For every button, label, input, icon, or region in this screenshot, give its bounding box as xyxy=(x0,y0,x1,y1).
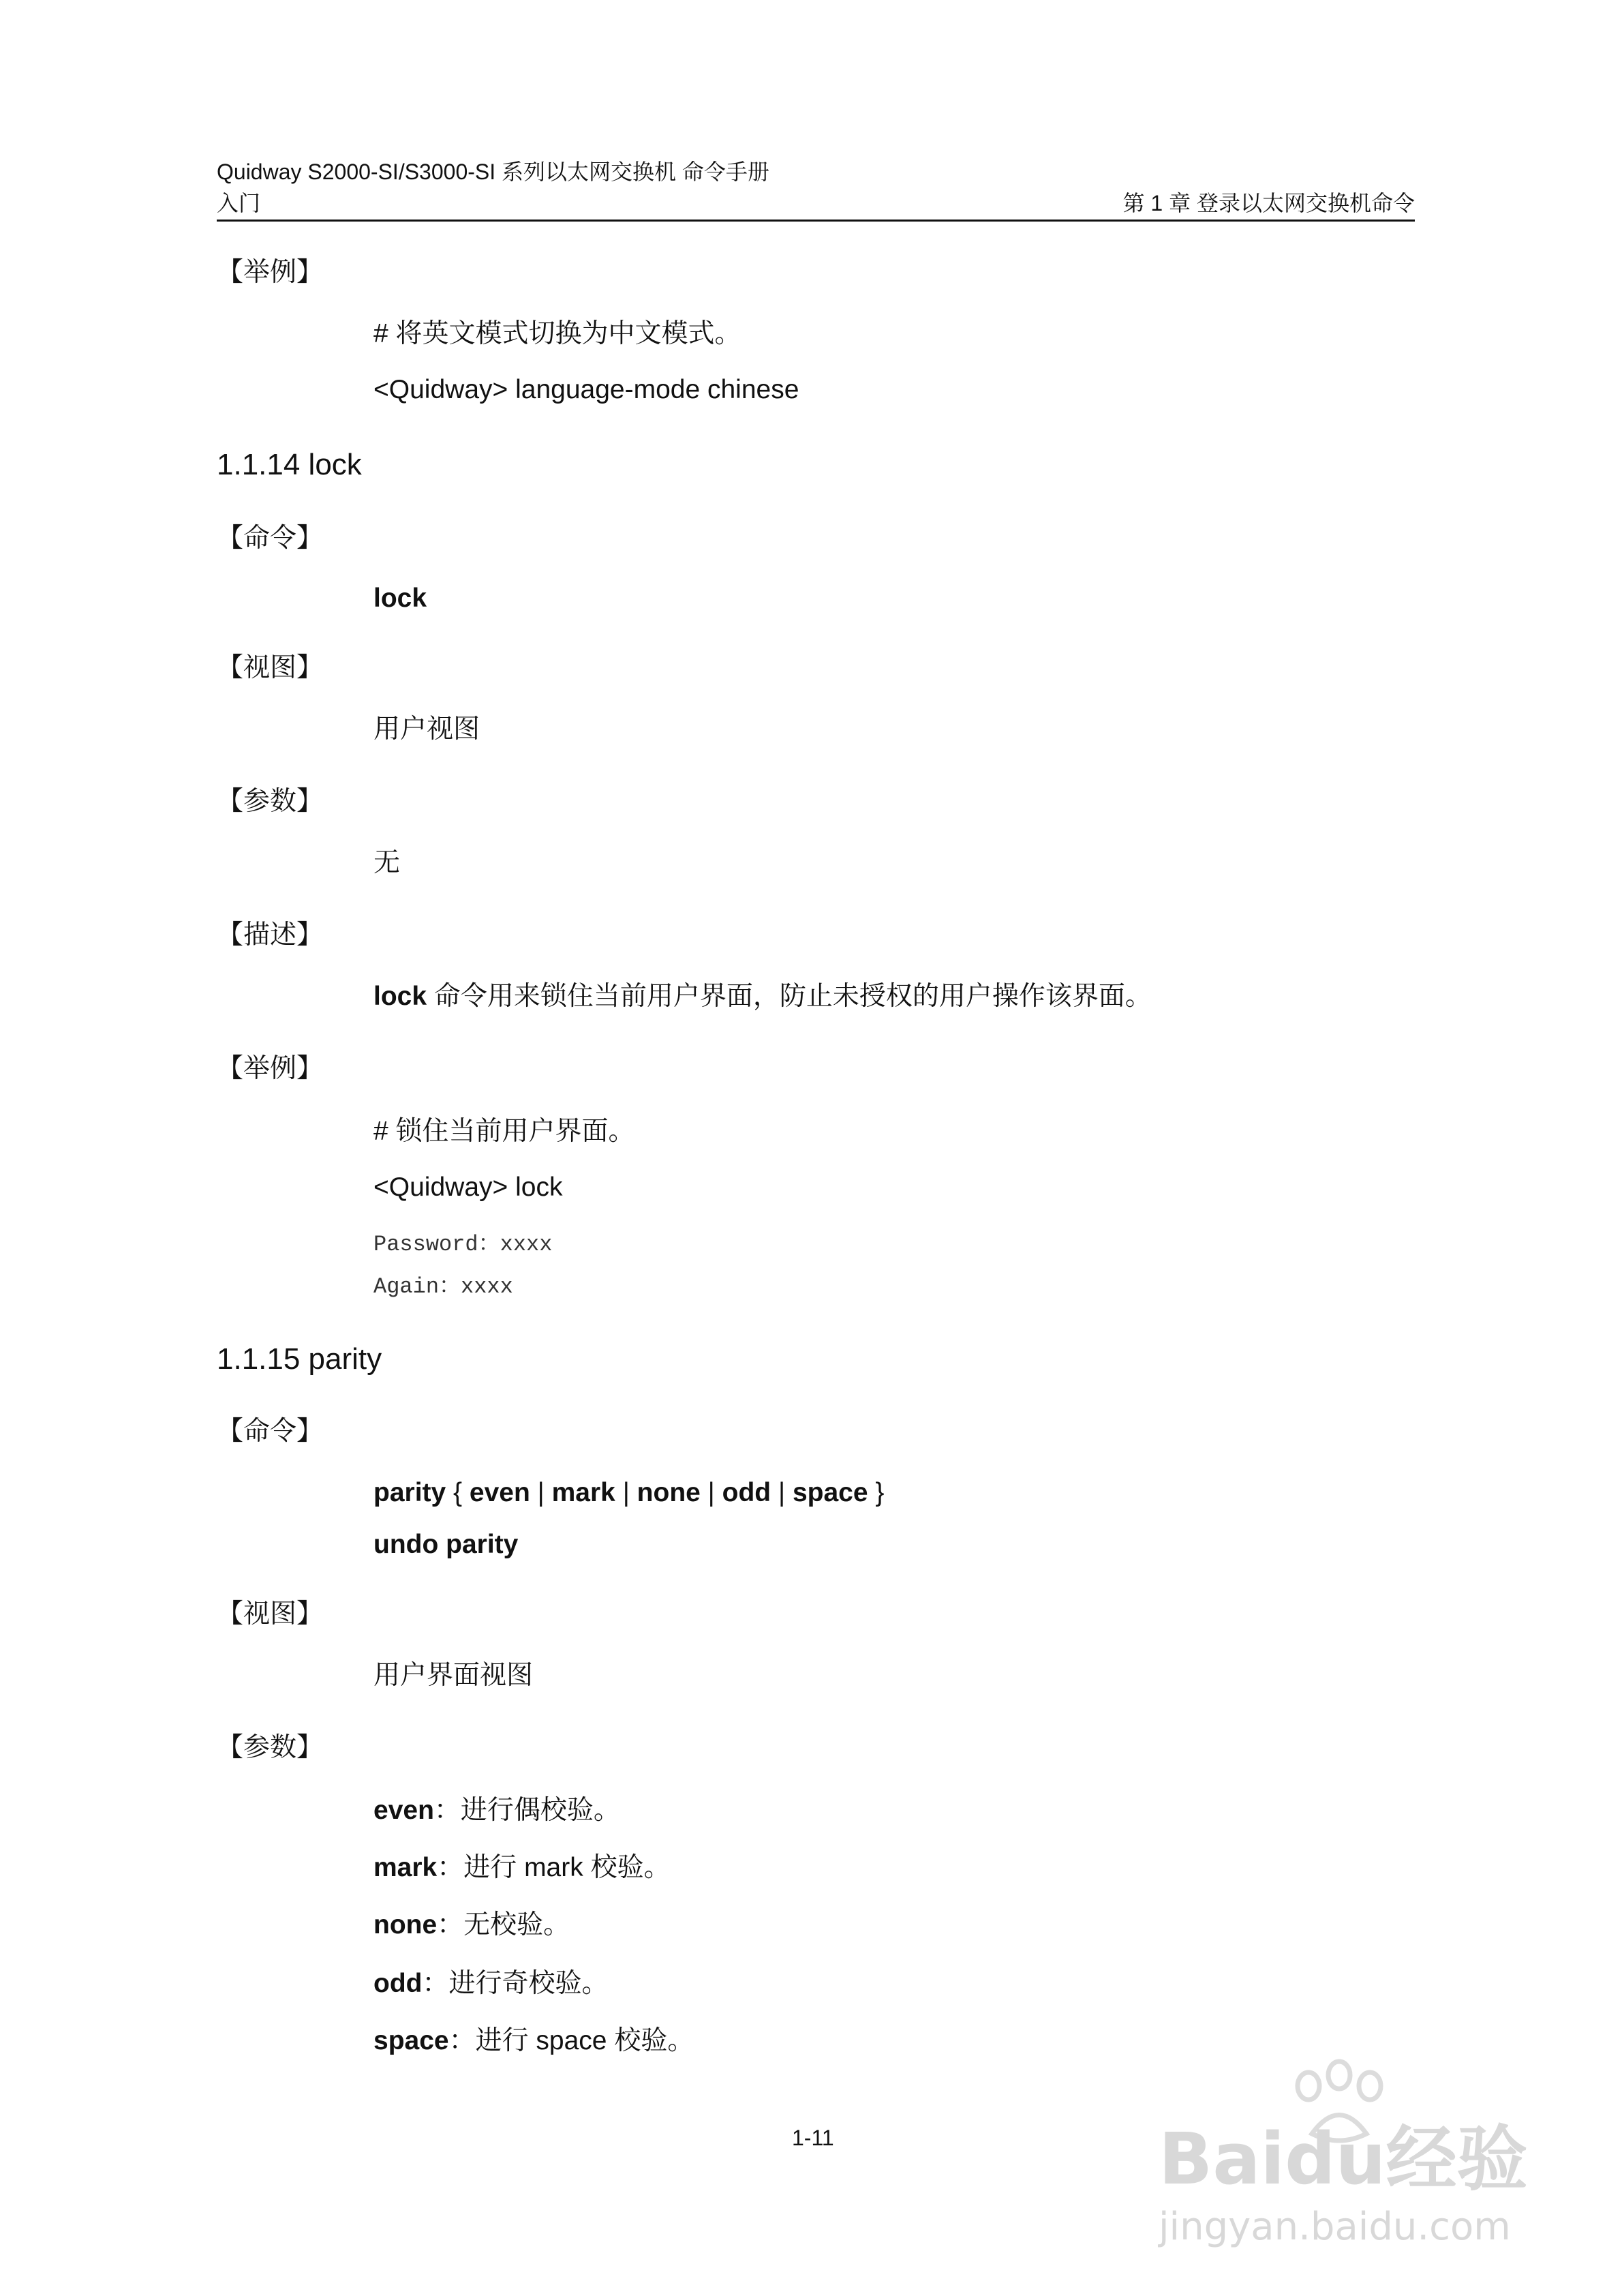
param-space: space：进行 space 校验。 xyxy=(373,2026,694,2055)
parity-view: 用户界面视图 xyxy=(373,1661,534,1690)
header-subtitle: 入门 xyxy=(217,191,261,215)
label-example: 【举例】 xyxy=(217,1054,324,1083)
parity-command-syntax: parity { even | mark | none | odd | space } xyxy=(373,1478,885,1507)
label-command: 【命令】 xyxy=(217,524,324,553)
section-heading-parity: 1.1.15 parity xyxy=(217,1342,382,1376)
param-mark: mark：进行 mark 校验。 xyxy=(373,1853,671,1882)
lock-view: 用户视图 xyxy=(373,714,480,744)
header-chapter: 第 1 章 登录以太网交换机命令 xyxy=(1122,191,1415,215)
param-odd: odd：进行奇校验。 xyxy=(373,1969,609,1998)
label-params: 【参数】 xyxy=(217,787,324,816)
parity-undo-command: undo parity xyxy=(373,1530,519,1559)
lock-example-command: <Quidway> lock xyxy=(373,1173,563,1202)
header-rule xyxy=(217,220,1415,222)
lock-description: lock 命令用来锁住当前用户界面，防止未授权的用户操作该界面。 xyxy=(373,982,1152,1011)
top-example-comment: # 将英文模式切换为中文模式。 xyxy=(373,319,741,348)
page-number: 1-11 xyxy=(792,2126,834,2150)
lock-output-password: Password：xxxx xyxy=(373,1232,553,1257)
param-even: even：进行偶校验。 xyxy=(373,1796,620,1825)
label-params: 【参数】 xyxy=(217,1733,324,1762)
label-command: 【命令】 xyxy=(217,1417,324,1446)
section-heading-lock: 1.1.14 lock xyxy=(217,448,362,481)
header-title: Quidway S2000-SI/S3000-SI 系列以太网交换机 命令手册 xyxy=(217,160,769,184)
label-example: 【举例】 xyxy=(217,258,324,287)
label-view: 【视图】 xyxy=(217,653,324,682)
param-none: none：无校验。 xyxy=(373,1910,570,1939)
lock-output-again: Again：xxxx xyxy=(373,1274,513,1299)
watermark-logo: Baidu经验 xyxy=(1159,2117,1528,2201)
label-view: 【视图】 xyxy=(217,1599,324,1629)
lock-command: lock xyxy=(373,584,427,613)
watermark-url: jingyan.baidu.com xyxy=(1159,2205,1511,2249)
top-example-command: <Quidway> language-mode chinese xyxy=(373,375,799,404)
label-description: 【描述】 xyxy=(217,920,324,950)
lock-example-comment: # 锁住当前用户界面。 xyxy=(373,1117,635,1146)
lock-params: 无 xyxy=(373,848,401,877)
